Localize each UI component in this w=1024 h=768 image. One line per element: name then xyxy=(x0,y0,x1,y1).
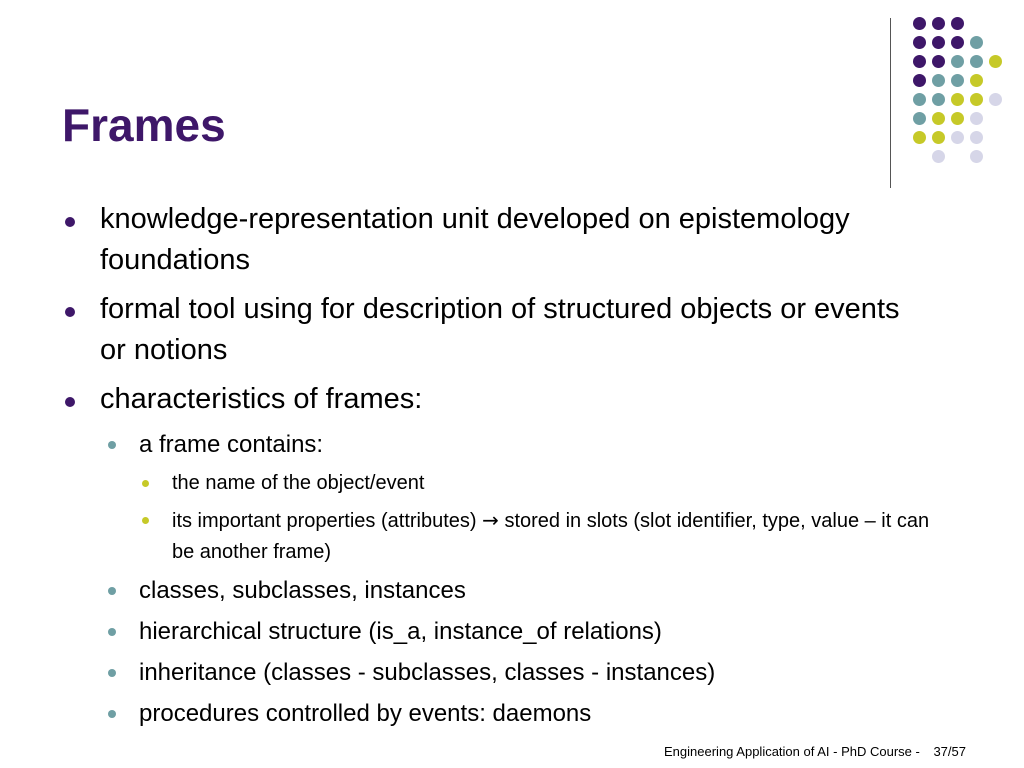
decor-dot xyxy=(913,17,926,30)
subbullet-frame-contains: a frame contains: xyxy=(139,431,324,458)
decor-dot xyxy=(970,74,983,87)
bullet-knowledge-representation: knowledge-representation unit developed on epistemology foundations xyxy=(100,203,850,276)
subbullet-hierarchical: hierarchical structure (is_a, instance_of relations) xyxy=(139,618,662,645)
footer-course-text: Engineering Application of AI - PhD Course - xyxy=(664,744,920,759)
decor-dot xyxy=(913,55,926,68)
decor-dot xyxy=(951,55,964,68)
decor-dot xyxy=(970,36,983,49)
decor-dot xyxy=(989,93,1002,106)
bullet-marker xyxy=(108,710,116,718)
decor-dot xyxy=(951,17,964,30)
subbullet-classes: classes, subclasses, instances xyxy=(139,577,466,604)
decor-dot xyxy=(913,74,926,87)
decor-dot xyxy=(913,36,926,49)
subsubbullet-properties xyxy=(172,505,932,568)
decor-dot xyxy=(951,112,964,125)
decor-dot xyxy=(932,36,945,49)
bullet-marker xyxy=(65,307,75,317)
bullet-marker xyxy=(108,441,116,449)
decor-dot xyxy=(932,55,945,68)
decor-dot xyxy=(932,112,945,125)
right-arrow-icon: → xyxy=(482,508,499,532)
bullet-marker xyxy=(108,587,116,595)
subsubbullet-name: the name of the object/event xyxy=(172,472,425,494)
decor-dot xyxy=(932,74,945,87)
bullet-formal-tool: formal tool using for description of structured objects or events or notions xyxy=(100,293,900,366)
decor-dot xyxy=(951,93,964,106)
bullet-marker xyxy=(65,217,75,227)
properties-text-end: stored in slots (slot identifier, type, value – it can be another frame) xyxy=(172,510,930,563)
bullet-characteristics: characteristics of frames: xyxy=(100,383,423,415)
properties-text-start: its important properties (attributes) xyxy=(172,510,483,532)
bullet-marker xyxy=(142,480,149,487)
bullet-marker xyxy=(108,669,116,677)
decor-dot xyxy=(913,93,926,106)
subbullet-inheritance: inheritance (classes - subclasses, classes - instances) xyxy=(139,659,716,686)
decor-dot xyxy=(932,150,945,163)
subbullet-procedures: procedures controlled by events: daemons xyxy=(139,700,592,727)
decor-dot xyxy=(951,74,964,87)
title-divider-line xyxy=(890,18,891,188)
page-number: 37/57 xyxy=(933,744,966,759)
decor-dot xyxy=(951,36,964,49)
bullet-marker xyxy=(65,397,75,407)
decor-dot xyxy=(970,112,983,125)
decor-dot xyxy=(989,55,1002,68)
bullet-marker xyxy=(108,628,116,636)
decor-dot xyxy=(932,17,945,30)
decor-dot xyxy=(913,131,926,144)
decor-dot xyxy=(932,93,945,106)
bullet-marker xyxy=(142,517,149,524)
decor-dot xyxy=(970,55,983,68)
decor-dot xyxy=(951,131,964,144)
decor-dot xyxy=(932,131,945,144)
decor-dot xyxy=(970,93,983,106)
slide-title: Frames xyxy=(62,99,226,151)
decor-dot xyxy=(970,150,983,163)
slide-footer xyxy=(664,743,966,761)
decor-dot xyxy=(970,131,983,144)
decor-dot xyxy=(913,112,926,125)
decorative-dot-grid xyxy=(905,10,1015,170)
